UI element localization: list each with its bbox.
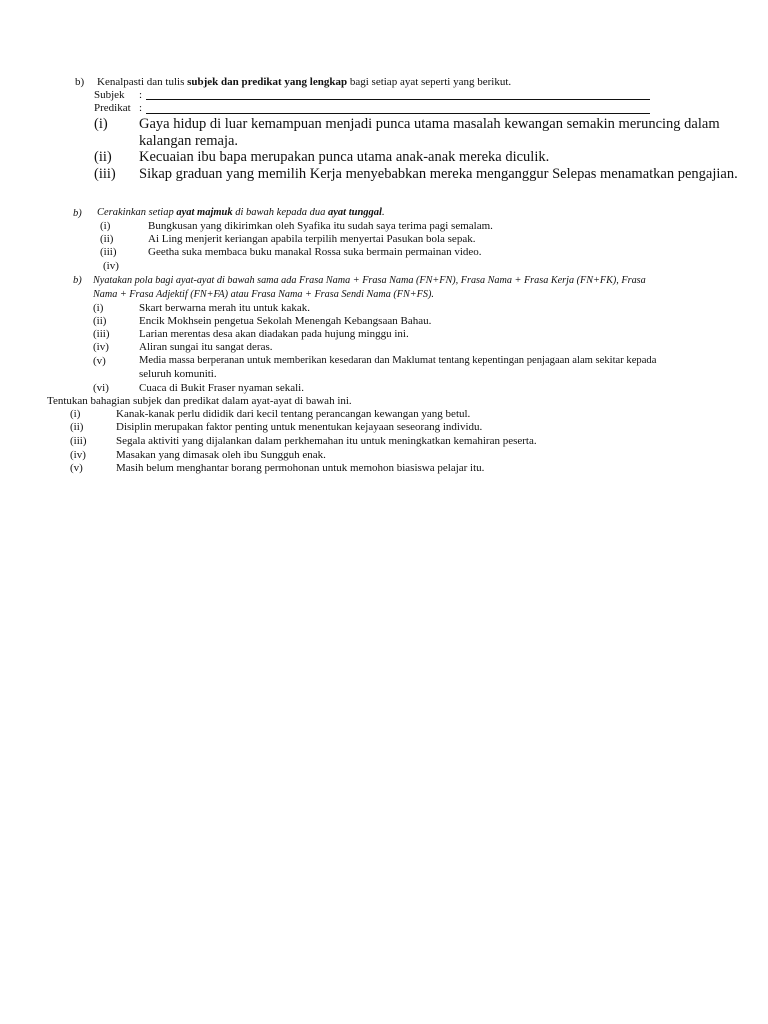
- predikat-label: Predikat: [94, 102, 131, 114]
- item-number: (iv): [103, 260, 119, 272]
- item-text: Kanak-kanak perlu dididik dari kecil tentang perancangan kewangan yang betul.: [116, 408, 471, 420]
- item-number: (iii): [93, 328, 110, 340]
- item-number: (vi): [93, 382, 109, 394]
- section-1-marker: b): [75, 76, 85, 88]
- item-number: (i): [100, 220, 111, 232]
- item-text: Masakan yang dimasak oleh ibu Sungguh enak.: [116, 449, 326, 461]
- item-number: (v): [93, 355, 106, 367]
- item-number: (ii): [100, 233, 114, 245]
- item-text: Sikap graduan yang memilih Kerja menyebabkan mereka menganggur Selepas menamatkan pengajian.: [139, 166, 738, 182]
- section-3-marker: b): [73, 275, 82, 286]
- item-number: (ii): [70, 421, 84, 433]
- item-text: Encik Mokhsein pengetua Sekolah Menengah Kebangsaan Bahau.: [139, 315, 432, 327]
- section-3-instruction-line-2: Nama + Frasa Adjektif (FN+FA) atau Frasa Nama + Frasa Sendi Nama (FN+FS).: [93, 289, 434, 300]
- item-text: Larian merentas desa akan diadakan pada hujung minggu ini.: [139, 328, 409, 340]
- item-number: (iii): [100, 246, 117, 258]
- predikat-answer-line: [146, 113, 650, 114]
- section-2-marker: b): [73, 208, 82, 219]
- item-number: (i): [93, 302, 104, 314]
- item-text: Media massa berperanan untuk memberikan kesedaran dan Maklumat tentang kepentingan penjagaan alam sekitar kepada: [139, 355, 657, 366]
- section-3-instruction-line-1: Nyatakan pola bagi ayat-ayat di bawah sama ada Frasa Nama + Frasa Nama (FN+FN), Frasa Nama + Frasa Kerja (FN+FK), Frasa: [93, 275, 646, 286]
- item-text: Segala aktiviti yang dijalankan dalam perkhemahan itu untuk meningkatkan kemahiran peserta.: [116, 435, 537, 447]
- item-number: (i): [70, 408, 81, 420]
- item-text: Cuaca di Bukit Fraser nyaman sekali.: [139, 382, 304, 394]
- item-text: Geetha suka membaca buku manakal Rossa suka bermain permainan video.: [148, 246, 482, 258]
- item-number: (i): [94, 116, 108, 132]
- item-text-continued: kalangan remaja.: [139, 133, 239, 149]
- item-number: (ii): [93, 315, 107, 327]
- item-text: Kecuaian ibu bapa merupakan punca utama anak-anak mereka diculik.: [139, 149, 550, 165]
- item-text: Masih belum menghantar borang permohonan untuk memohon biasiswa pelajar itu.: [116, 462, 485, 474]
- subjek-colon: :: [139, 89, 143, 101]
- item-text: Bungkusan yang dikirimkan oleh Syafika itu sudah saya terima pagi semalam.: [148, 220, 493, 232]
- section-1-instruction: Kenalpasti dan tulis subjek dan predikat yang lengkap bagi setiap ayat seperti yang berikut.: [97, 76, 512, 88]
- subjek-label: Subjek: [94, 89, 125, 101]
- item-number: (iv): [70, 449, 86, 461]
- subjek-answer-line: [146, 99, 650, 100]
- item-text: Aliran sungai itu sangat deras.: [139, 341, 273, 353]
- item-number: (iii): [70, 435, 87, 447]
- predikat-colon: :: [139, 102, 143, 114]
- item-number: (ii): [94, 149, 112, 165]
- section-2-instruction: Cerakinkan setiap ayat majmuk di bawah kepada dua ayat tunggal.: [97, 207, 385, 218]
- item-number: (iv): [93, 341, 109, 353]
- item-text-continued: seluruh komuniti.: [139, 368, 217, 380]
- item-text: Ai Ling menjerit keriangan apabila terpilih menyertai Pasukan bola sepak.: [148, 233, 476, 245]
- section-4-instruction: Tentukan bahagian subjek dan predikat dalam ayat-ayat di bawah ini.: [47, 395, 352, 407]
- item-number: (iii): [94, 166, 116, 182]
- item-text: Disiplin merupakan faktor penting untuk menentukan kejayaan seseorang individu.: [116, 421, 483, 433]
- item-number: (v): [70, 462, 83, 474]
- item-text: Gaya hidup di luar kemampuan menjadi punca utama masalah kewangan semakin meruncing dalam: [139, 116, 720, 132]
- item-text: Skart berwarna merah itu untuk kakak.: [139, 302, 311, 314]
